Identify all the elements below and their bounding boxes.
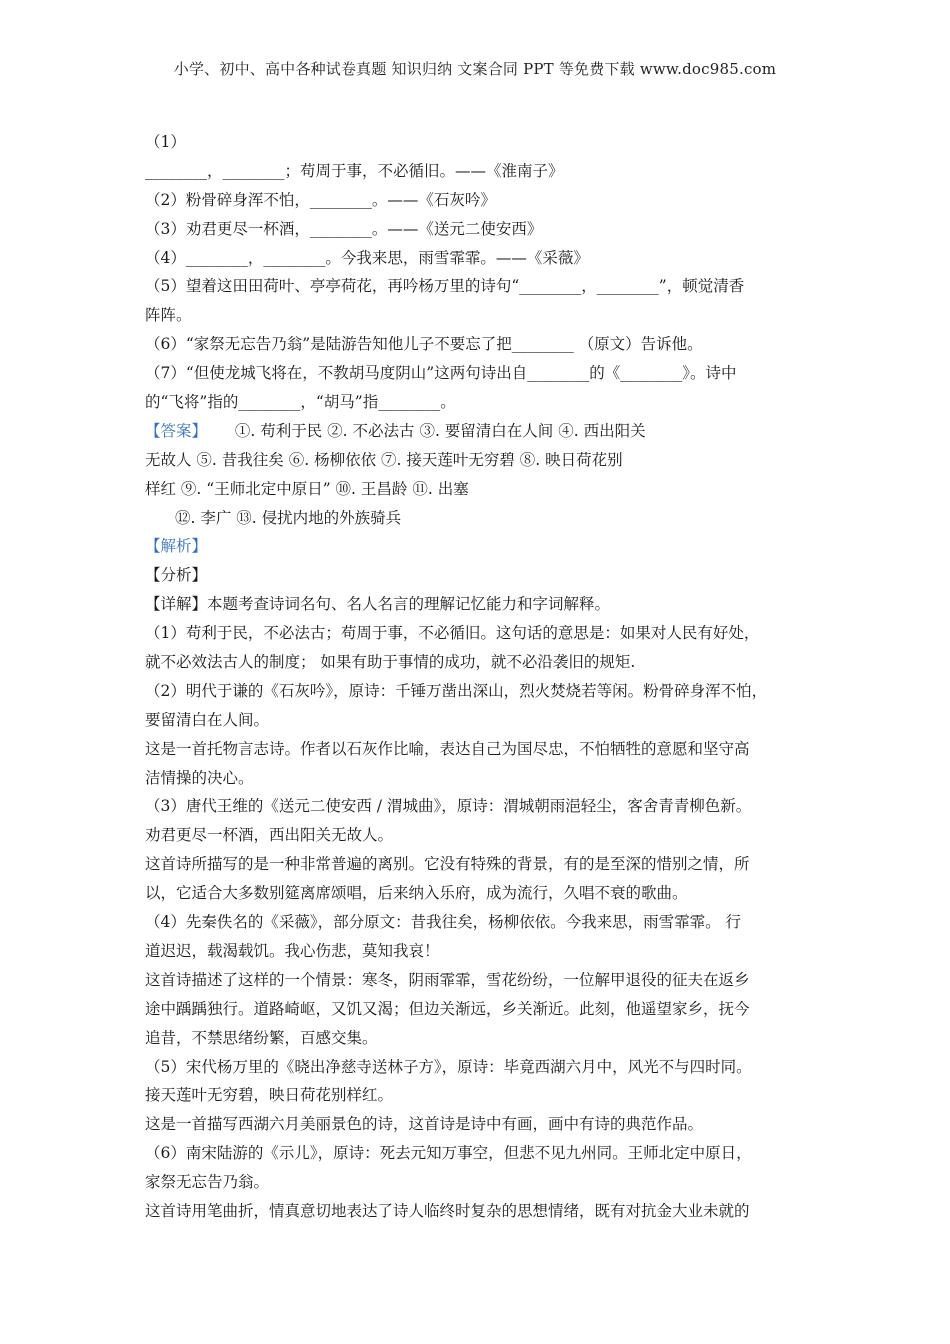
answer-line: 样红 ⑨. “王师北定中原日” ⑩. 王昌龄 ⑪. 出塞: [145, 479, 469, 498]
detail-line: （5）宋代杨万里的《晓出净慈寺送林子方》，原诗：毕竟西湖六月中，风光不与四时同。: [145, 1057, 752, 1076]
question-line: （5）望着这田田荷叶、亭亭荷花，再吟杨万里的诗句“________，________”，顿觉清香: [145, 277, 745, 296]
document-body: [145, 128, 817, 1226]
question-line: （7）“但使龙城飞将在，不教胡马度阴山”这两句诗出自________的《________》。诗中: [145, 364, 737, 383]
answer-line: ⑫. 李广 ⑬. 侵扰内地的外族骑兵: [175, 508, 402, 527]
question-line: 的“飞将”指的________，“胡马”指________。: [145, 393, 456, 412]
page-header: 小学、初中、高中各种试卷真题 知识归纳 文案合同 PPT 等免费下载 www.doc985.com: [173, 60, 777, 78]
detail-line: 这是一首描写西湖六月美丽景色的诗，这首诗是诗中有画，画中有诗的典范作品。: [145, 1115, 704, 1134]
detail-line: 要留清白在人间。: [145, 710, 270, 729]
detail-line: 这是一首托物言志诗。作者以石灰作比喻，表达自己为国尽忠，不怕牺牲的意愿和坚守高: [145, 739, 750, 758]
question-line: （3）劝君更尽一杯酒，________。——《送元二使安西》: [145, 219, 543, 238]
answer-label: 【答案】: [145, 421, 208, 440]
detail-line: 接天莲叶无穷碧，映日荷花别样红。: [145, 1086, 394, 1105]
detail-line: （3）唐代王维的《送元二使安西 / 渭城曲》，原诗：渭城朝雨浥轻尘，客舍青青柳色新。: [145, 797, 752, 816]
detail-line: （4）先秦佚名的《采薇》，部分原文：昔我往矣，杨柳依依。今我来思，雨雪霏霏。 行: [145, 913, 742, 932]
question-line: 阵阵。: [145, 306, 192, 325]
detail-line: 这首诗所描写的是一种非常普遍的离别。它没有特殊的背景，有的是至深的惜别之情，所: [145, 855, 750, 874]
detail-line: 以，它适合大多数别筵离席颂唱，后来纳入乐府，成为流行，久唱不衰的歌曲。: [145, 884, 688, 903]
detail-line: 这首诗描述了这样的一个情景：寒冬，阴雨霏霏，雪花纷纷，一位解甲退役的征夫在返乡: [145, 970, 750, 989]
detail-line: 家祭无忘告乃翁。: [145, 1173, 270, 1192]
detail-line: 追昔，不禁思绪纷繁，百感交集。: [145, 1028, 378, 1047]
answer-text: ①. 苟利于民 ②. 不必法古 ③. 要留清白在人间 ④. 西出阳关: [234, 421, 646, 440]
question-line: （1）: [145, 133, 186, 151]
question-line: （4）________，________。今我来思，雨雪霏霏。——《采薇》: [145, 248, 589, 267]
question-line: ________，________；苟周于事，不必循旧。——《淮南子》: [145, 161, 564, 180]
detail-line: （1）苟利于民，不必法古；苟周于事，不必循旧。这句话的意思是：如果对人民有好处，: [145, 624, 760, 643]
answer-line: [145, 417, 817, 446]
detail-line: （2）明代于谦的《石灰吟》，原诗：千锤万凿出深山，烈火焚烧若等闲。粉骨碎身浑不怕，: [145, 681, 768, 700]
detail-line: 途中踽踽独行。道路崎岖，又饥又渴；但边关渐远，乡关渐近。此刻，他遥望家乡，抚今: [145, 999, 750, 1018]
detail-line: 【详解】本题考查诗词名句、名人名言的理解记忆能力和字词解释。: [145, 595, 611, 614]
fenxi-label: 【分析】: [145, 566, 208, 585]
detail-line: 就不必效法古人的制度； 如果有助于事情的成功，就不必沿袭旧的规矩.: [145, 653, 636, 672]
detail-line: 劝君更尽一杯酒，西出阳关无故人。: [145, 826, 394, 845]
question-line: （2）粉骨碎身浑不怕，________。——《石灰吟》: [145, 190, 496, 209]
detail-line: （6）南宋陆游的《示儿》，原诗：死去元知万事空，但悲不见九州同。王师北定中原日，: [145, 1144, 752, 1163]
detail-line: 洁情操的决心。: [145, 768, 254, 787]
question-line: （6）“家祭无忘告乃翁”是陆游告知他儿子不要忘了把________ （原文）告诉他。: [145, 335, 703, 354]
analysis-label: 【解析】: [145, 537, 208, 556]
detail-line: 这首诗用笔曲折，情真意切地表达了诗人临终时复杂的思想情绪，既有对抗金大业未就的: [145, 1201, 750, 1220]
answer-line: 无故人 ⑤. 昔我往矣 ⑥. 杨柳依依 ⑦. 接天莲叶无穷碧 ⑧. 映日荷花别: [145, 450, 623, 469]
detail-line: 道迟迟，载渴载饥。我心伤悲，莫知我哀！: [145, 941, 440, 960]
